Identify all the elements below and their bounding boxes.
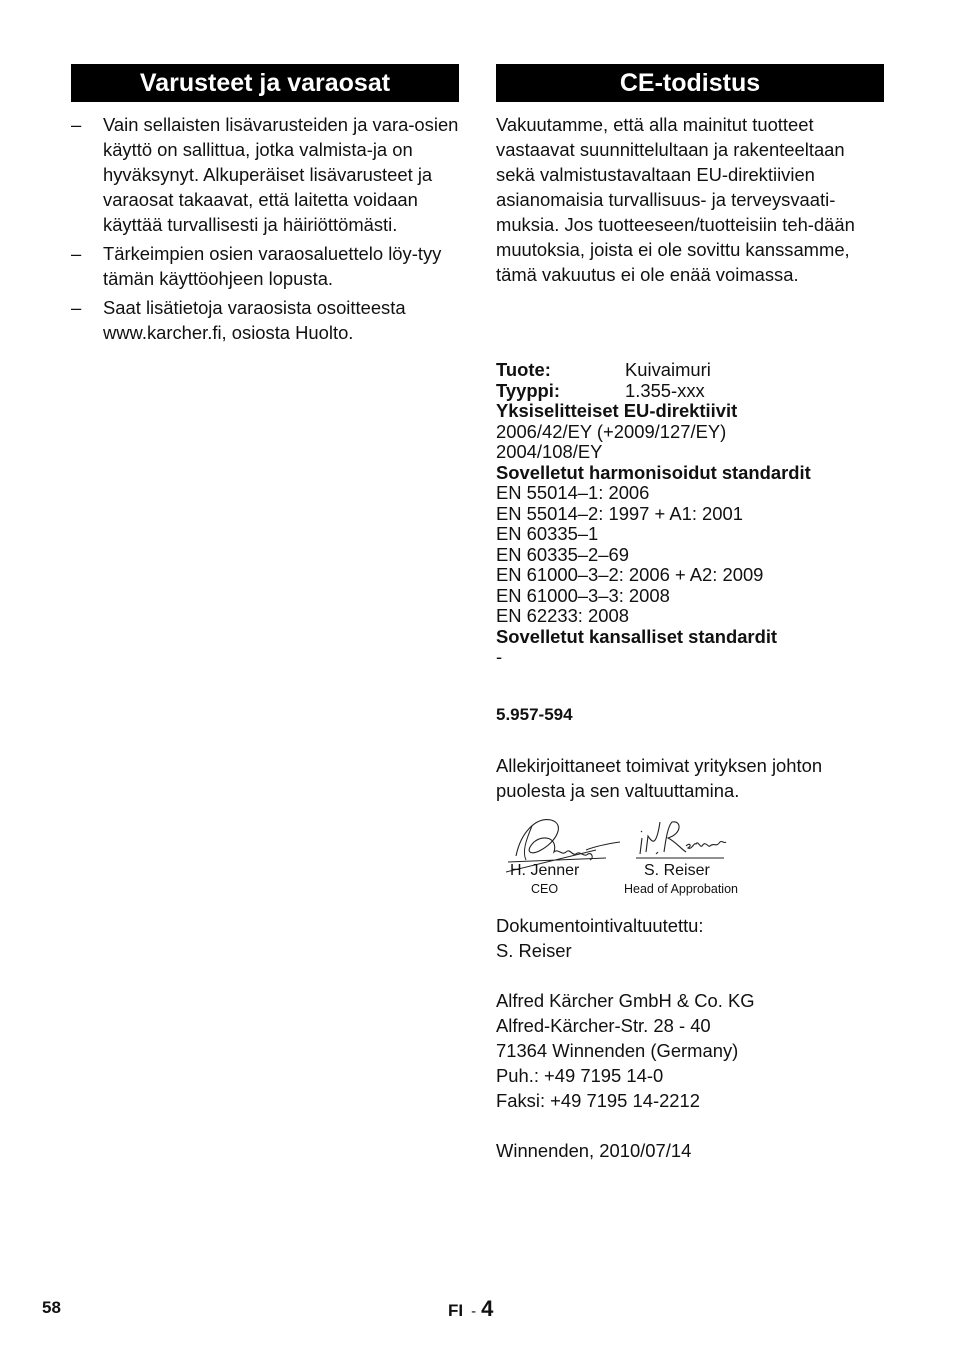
address-line: Faksi: +49 7195 14-2212: [496, 1090, 700, 1111]
standard-item: EN 60335–2–69: [496, 543, 629, 565]
address-line: 71364 Winnenden (Germany): [496, 1040, 739, 1061]
accessories-list: [71, 112, 459, 345]
list-item-text: Saat lisätietoja varaosista osoitteesta www.karcher.fi, osiosta Huolto.: [103, 297, 406, 343]
page-number: 58: [42, 1298, 61, 1317]
language-separator: -: [471, 1303, 477, 1320]
section-heading-accessories: Varusteet ja varaosat: [71, 64, 459, 102]
language-code: FI: [448, 1301, 464, 1320]
national-standards-heading: Sovelletut kansalliset standardit: [496, 625, 778, 647]
document-number: 5.957-594: [496, 705, 573, 724]
signature-block: [496, 812, 766, 902]
standards-heading: Sovelletut harmonisoidut standardit: [496, 461, 811, 483]
type-label: Tyyppi:: [496, 379, 561, 401]
standard-item: EN 55014–2: 1997 + A1: 2001: [496, 502, 743, 524]
list-item-text: Tärkeimpien osien varaosaluettelo löy-tyy tämän käyttöohjeen lopusta.: [103, 243, 442, 289]
declaration-spec: [496, 360, 896, 668]
bullet-dash: –: [71, 243, 82, 264]
left-column: [71, 64, 459, 349]
list-item: [71, 112, 459, 237]
product-value: Kuivaimuri: [625, 359, 711, 380]
signer2-role: Head of Approbation: [624, 882, 738, 896]
list-item-text: Vain sellaisten lisävarusteiden ja vara-osien käyttö on sallittua, jotka valmista-ja on hyväksynyt. Alkuperäiset lisävarusteet ja varaosat takaavat, että laitetta voidaan käyttää turvallisesti ja häiriöttömästi.: [103, 114, 459, 235]
signer2-name: S. Reiser: [644, 862, 710, 879]
signers-statement: [496, 753, 822, 803]
directive-item: 2006/42/EY (+2009/127/EY): [496, 420, 727, 442]
standard-item: EN 61000–3–3: 2008: [496, 584, 670, 606]
standard-item: EN 60335–1: [496, 523, 599, 544]
address-line: Alfred Kärcher GmbH & Co. KG: [496, 990, 755, 1011]
bullet-dash: –: [71, 114, 82, 135]
standard-item: EN 62233: 2008: [496, 605, 629, 626]
standard-item: EN 61000–3–2: 2006 + A2: 2009: [496, 564, 764, 585]
list-item: [71, 295, 459, 345]
section-heading-ce: CE-todistus: [496, 64, 884, 102]
signers-statement-line: Allekirjoittaneet toimivat yrityksen johton: [496, 755, 823, 776]
right-column: [496, 64, 884, 287]
signer1-role: CEO: [531, 882, 559, 896]
section-page-number: 4: [481, 1296, 494, 1321]
standard-item: EN 55014–1: 2006: [496, 482, 650, 503]
bullet-dash: –: [71, 297, 82, 318]
doc-authority-label: Dokumentointivaltuutettu:: [496, 915, 704, 936]
company-address: [496, 988, 755, 1113]
language-page-marker: [448, 1296, 493, 1322]
doc-authority-name: S. Reiser: [496, 940, 572, 961]
signers-statement-line: puolesta ja sen valtuuttamina.: [496, 780, 740, 801]
address-line: Alfred-Kärcher-Str. 28 - 40: [496, 1015, 711, 1036]
signer1-name: H. Jenner: [510, 862, 580, 879]
directive-item: 2004/108/EY: [496, 441, 603, 462]
directives-heading: Yksiselitteiset EU-direktiivit: [496, 400, 738, 421]
documentation-authority: [496, 913, 704, 963]
declaration-intro: Vakuutamme, että alla mainitut tuotteet vastaavat suunnittelultaan ja rakenteeltaan sekä valmistustavaltaan EU-direktiivien asianomaisia turvallisuus- ja terveysvaati-muksia. Jos tuotteeseen/tuotteisiin teh-dään muutoksia, joista ei ole sovittu kanssamme, tämä vakuutus ei ole enää voimassa.: [496, 114, 855, 285]
type-value: 1.355-xxx: [625, 379, 705, 401]
list-item: [71, 241, 459, 291]
product-row: [496, 360, 896, 381]
product-label: Tuote:: [496, 359, 551, 380]
address-line: Puh.: +49 7195 14-0: [496, 1065, 664, 1086]
type-row: [496, 381, 896, 402]
national-standards-value: -: [496, 646, 503, 667]
place-date: Winnenden, 2010/07/14: [496, 1140, 692, 1161]
